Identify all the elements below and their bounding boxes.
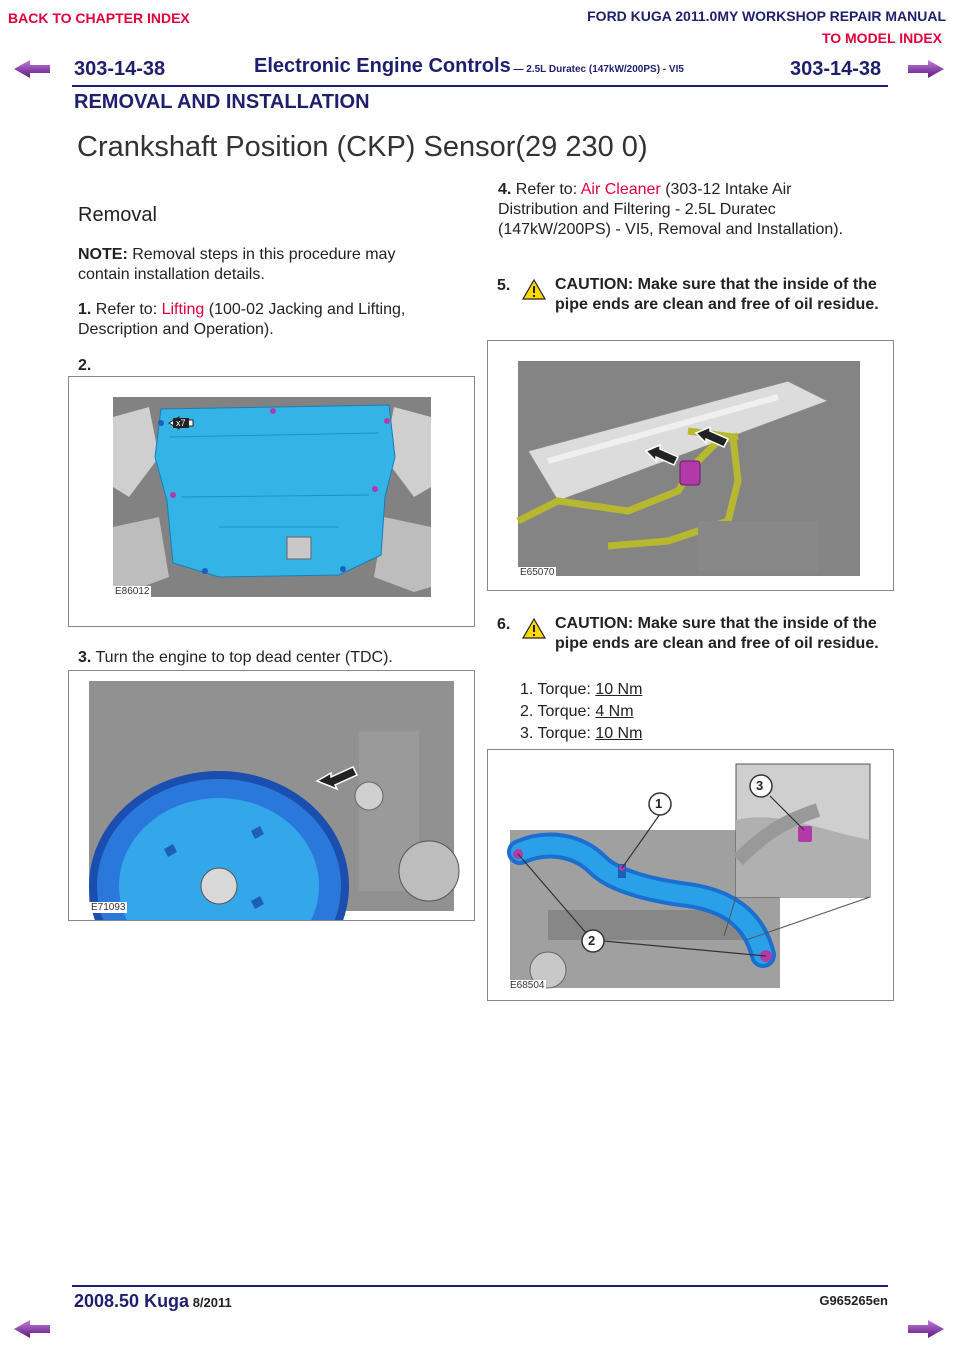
caution-warning-icon	[522, 279, 546, 300]
figure-1-quantity-label: x7	[173, 418, 189, 428]
crankshaft-pulley-illustration	[69, 671, 474, 920]
callout-3: 3	[756, 778, 764, 793]
footer-code: G965265en	[819, 1293, 888, 1308]
page-title: Crankshaft Position (CKP) Sensor(29 230 0)	[77, 131, 648, 163]
callout-2: 2	[588, 933, 596, 948]
step-4: 4. Refer to: Air Cleaner (303-12 Intake Air Distribution and Filtering - 2.5L Duratec (147kW/200PS) - VI5, Removal and Installation).	[498, 181, 844, 238]
figure-e71093	[68, 670, 475, 921]
step-3: 3. Turn the engine to top dead center (TDC).	[78, 649, 393, 666]
section-title: REMOVAL AND INSTALLATION	[74, 91, 370, 113]
page-number-left: 303-14-38	[74, 58, 166, 80]
next-page-arrow-icon[interactable]	[906, 1318, 946, 1340]
figure-2-code: E71093	[91, 902, 126, 913]
figure-3-code: E65070	[520, 567, 555, 578]
footer-rule	[72, 1285, 888, 1287]
step-1: 1. Refer to: Lifting (100-02 Jacking and Lifting, Description and Operation).	[78, 301, 406, 338]
step-5-number: 5.	[497, 277, 511, 294]
air-cleaner-link[interactable]: Air Cleaner	[580, 181, 661, 198]
intake-pipe-illustration	[488, 341, 893, 590]
removal-heading: Removal	[78, 204, 157, 226]
page-number-right: 303-14-38	[790, 58, 882, 80]
torque-item: 3. Torque: 10 Nm	[520, 725, 643, 742]
footer-model: 2008.50 Kuga 8/2011	[74, 1291, 232, 1311]
lifting-link[interactable]: Lifting	[161, 301, 205, 318]
figure-e68504	[487, 749, 894, 1001]
figure-1-code: E86012	[115, 586, 150, 597]
torque-item: 1. Torque: 10 Nm	[520, 681, 643, 698]
figure-4-code: E68504	[510, 980, 545, 991]
step-6-caution: CAUTION: Make sure that the inside of the pipe ends are clean and free of oil residue.	[555, 615, 879, 652]
step-2-number: 2.	[78, 357, 92, 374]
caution-warning-icon	[522, 618, 546, 639]
step-6-number: 6.	[497, 616, 511, 633]
engine-intake-tube-illustration	[488, 750, 893, 1000]
torque-item: 2. Torque: 4 Nm	[520, 703, 634, 720]
figure-e65070	[487, 340, 894, 591]
header-rule	[72, 85, 888, 87]
to-model-index-link[interactable]: TO MODEL INDEX	[821, 30, 942, 46]
callout-1: 1	[655, 796, 663, 811]
manual-title: FORD KUGA 2011.0MY WORKSHOP REPAIR MANUAL	[587, 8, 946, 24]
next-page-arrow-icon[interactable]	[906, 58, 946, 80]
back-to-chapter-index-link[interactable]: BACK TO CHAPTER INDEX	[8, 10, 190, 26]
step-5-caution: CAUTION: Make sure that the inside of the pipe ends are clean and free of oil residue.	[555, 276, 879, 313]
previous-page-arrow-icon[interactable]	[12, 1318, 52, 1340]
previous-page-arrow-icon[interactable]	[12, 58, 52, 80]
chapter-title: Electronic Engine Controls — 2.5L Duratec (147kW/200PS) - VI5	[254, 55, 684, 77]
note-paragraph: NOTE: Removal steps in this procedure may contain installation details.	[78, 246, 396, 283]
figure-e86012	[68, 376, 475, 627]
